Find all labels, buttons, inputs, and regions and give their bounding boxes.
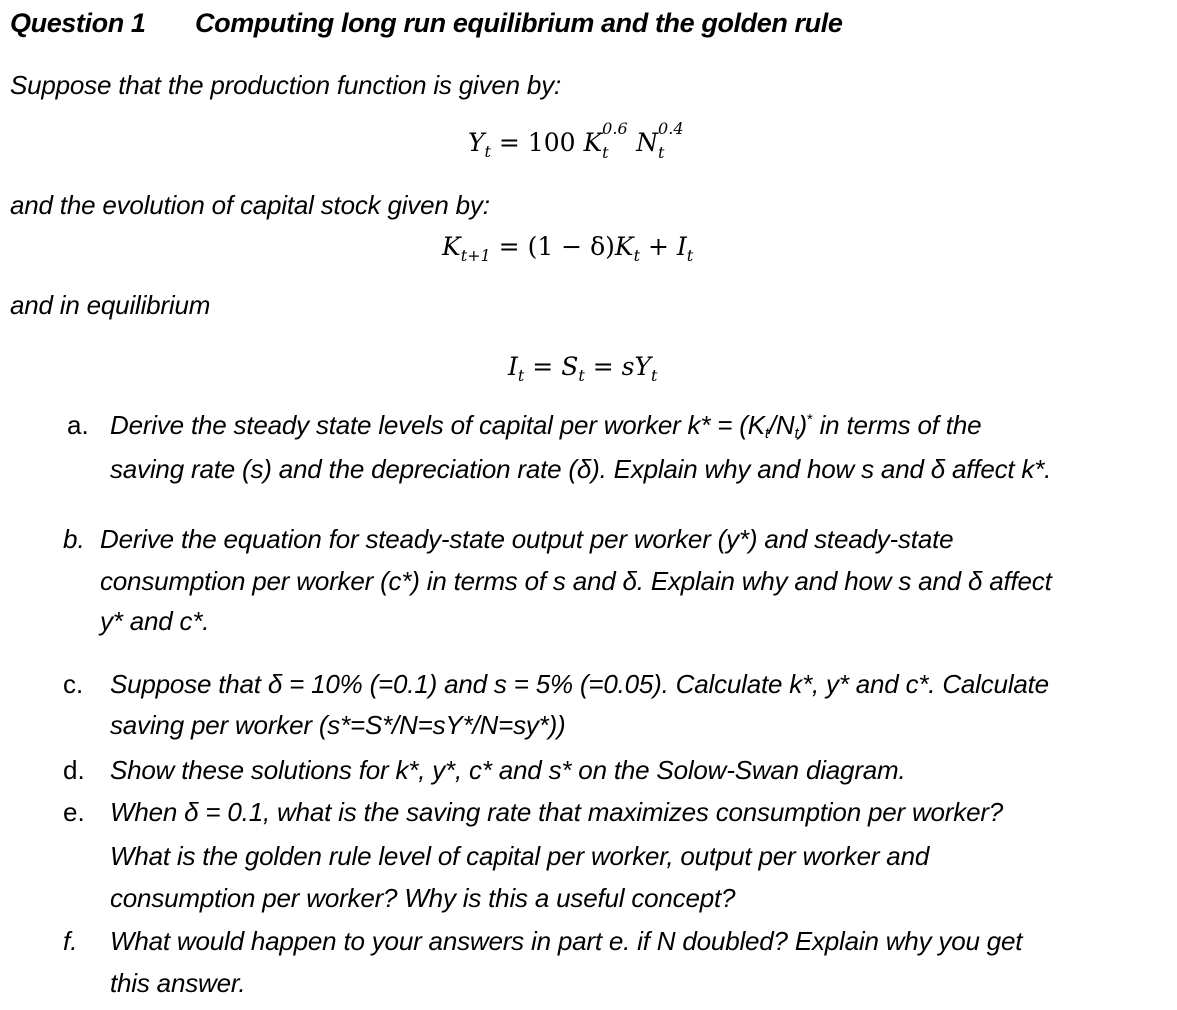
capital-equation: $K_{t+1} = (1 - \delta)K_t + I_t$ <box>442 232 694 265</box>
eq-sy-sub: t <box>650 366 658 385</box>
item-b-letter: b. <box>63 524 85 554</box>
eq-y: Y <box>468 128 485 157</box>
eq-i: I <box>508 352 518 381</box>
eq-i-sub: t <box>517 366 525 385</box>
eq-depr: (1 − δ) <box>527 232 615 261</box>
item-a-line-1: Derive the steady state levels of capital per worker k* = (Kt/Nt)* in terms of the <box>110 410 982 442</box>
production-intro: Suppose that the production function is given by: <box>10 70 562 100</box>
item-f-line-1: What would happen to your answers in part e. if N doubled? Explain why you get <box>110 926 1023 956</box>
production-equation: $Y_t = 100$ K 0.6 t N 0.4 t <box>468 119 684 162</box>
item-b-line-1: Derive the equation for steady-state output per worker (y*) and steady-state <box>100 524 954 554</box>
eq-coef: 100 <box>527 128 576 157</box>
eq-kt: K <box>614 232 634 261</box>
item-a-letter: a. <box>67 410 89 440</box>
item-c-line-2: saving per worker (s*=S*/N=sY*/N=sy*)) <box>110 710 566 740</box>
item-e-letter: e. <box>63 797 85 827</box>
eq-k-sub: t <box>602 143 609 162</box>
eq-y-sub: t <box>484 142 491 161</box>
equilibrium-intro: and in equilibrium <box>10 290 211 320</box>
eq-it-sub: t <box>686 246 694 265</box>
equilibrium-equation: $I_t = S_t = sY_t$ <box>508 352 658 385</box>
eq-n-exp: 0.4 <box>658 119 684 138</box>
eq-n: N <box>636 128 659 157</box>
item-b-line-2: consumption per worker (c*) in terms of s and δ. Explain why and how s and δ affect <box>100 566 1052 596</box>
item-b-line-3: y* and c*. <box>100 606 210 636</box>
question-title: Computing long run equilibrium and the golden rule <box>195 8 843 38</box>
eq-it: I <box>676 232 687 261</box>
item-e-line-2: What is the golden rule level of capital per worker, output per worker and <box>110 841 930 871</box>
eq-kt-sub: t <box>633 246 640 265</box>
capital-intro: and the evolution of capital stock given by: <box>10 190 490 220</box>
question-number: Question 1 <box>10 8 146 38</box>
item-d-letter: d. <box>63 755 85 785</box>
item-f-line-2: this answer. <box>110 968 246 998</box>
item-e-line-3: consumption per worker? Why is this a useful concept? <box>110 883 736 913</box>
eq-kt1: K <box>442 232 461 261</box>
eq-n-sub: t <box>658 143 665 162</box>
eq-plus: + <box>647 232 669 261</box>
eq-kt1-sub: t+1 <box>460 246 491 265</box>
item-a-line-2: saving rate (s) and the depreciation rate (δ). Explain why and how s and δ affect k*. <box>110 454 1052 484</box>
item-c-letter: c. <box>63 669 84 699</box>
eq-sy: sY <box>621 352 651 381</box>
eq-s-sub: t <box>578 366 585 385</box>
eq-s: S <box>561 352 579 381</box>
eq-k: K <box>583 128 603 157</box>
item-d-line-1: Show these solutions for k*, y*, c* and s* on the Solow-Swan diagram. <box>110 755 906 785</box>
item-f-letter: f. <box>63 926 78 956</box>
eq-k-exp: 0.6 <box>602 119 628 138</box>
item-c-line-1: Suppose that δ = 10% (=0.1) and s = 5% (=0.05). Calculate k*, y* and c*. Calculate <box>110 669 1049 699</box>
item-e-line-1: When δ = 0.1, what is the saving rate that maximizes consumption per worker? <box>110 797 1004 827</box>
